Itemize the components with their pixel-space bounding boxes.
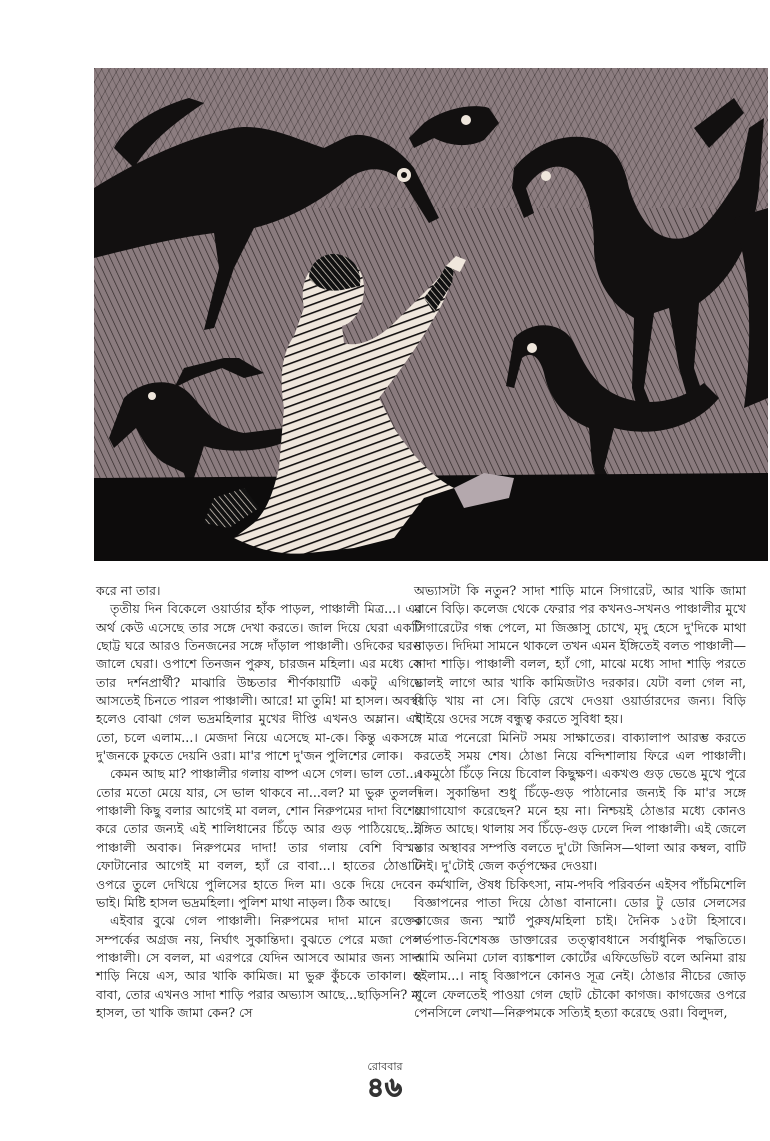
page-number: ৪৬ xyxy=(367,1073,403,1103)
article-paragraph: মাত্র পনেরো মিনিট সময় সাক্ষাতের। বাক্যালাপ আরম্ভ করতে করতেই সময় শেষ। ঠোঙা নিয়ে বন্দিশালায় ফিরে এল পাঞ্চালী। একমুঠো চিঁড়ে নিয়ে চিবোল কিছুক্ষণ। একখণ্ড গুড় ভেঙে মুখে পুরে দিল। সুকান্তিদা শুধু চিঁড়ে-গুড় পাঠানোর জন্যই কি মা'র সঙ্গে যোগাযোগ করেছেন? মনে হয় না। নিশ্চয়ই ঠোঙার মধ্যে কোনও ইঙ্গিত আছে। থালায় সব চিঁড়ে-গুড় ঢেলে দিল পাঞ্চালী। এই জেলে তার অস্থাবর সম্পত্তি বলতে দু'টো জিনিস—থালা আর কম্বল, বাটি নেই। দু'টোই জেল কর্তৃপক্ষের দেওয়া। xyxy=(414,729,746,874)
magazine-name: রোববার xyxy=(367,1060,403,1073)
article-paragraph: কেমন আছ মা? পাঞ্চালীর গলায় বাষ্প এসে গেল। ভাল তো...। তোর মতো মেয়ে যার, সে ভাল থাকবে না...বল? মা ভুরু তুলল। পাঞ্চালী কিছু বলার আগেই মা বলল, শোন নিরুপমের দাদা বিশেষ করে তোর জন্যই এই শালিধানের চিঁড়ে আর গুড় পাঠিয়েছে...। পাঞ্চালী অবাক। নিরুপমের দাদা! তার গলায় বেশি বিস্ময় ফোটানোর আগেই মা বলল, হ্যাঁ রে বাবা...। হাতের ঠোঙাটি ওপরে তুলে দেখিয়ে পুলিসের হাতে দিল মা। ওকে দিয়ে দেবেন ভাই। মিষ্টি হাসল ভদ্রমহিলা। পুলিশ মাথা নাড়ল। ঠিক আছে। xyxy=(96,766,422,910)
article-column-right xyxy=(414,582,746,1022)
article-paragraph: অভ্যাসটা কি নতুন? সাদা শাড়ি মানে সিগারেট, আর খাকি জামা মানে বিড়ি। কলেজ থেকে ফেরার পর কখনও-সখনও পাঞ্চালীর মুখে সিগারেটের গন্ধ পেলে, মা জিজ্ঞাসু চোখে, মৃদু হেসে দু'দিকে মাথা নাড়ত। দিদিমা সামনে থাকলে তখন এমন ইঙ্গিতেই বলত পাঞ্চালী—সাদা শাড়ি। পাঞ্চালী বলল, হ্যাঁ গো, মাঝে মধ্যে সাদা শাড়ি পরতে ভালই লাগে আর খাকি কামিজটাও দরকার। যেটা বলা গেল না, বিড়ি খায় না সে। বিড়ি রেখে দেওয়া ওয়ার্ডারদের জন্য। বিড়ি খাইয়ে ওদের সঙ্গে বন্ধুত্ব করতে সুবিধা হয়। xyxy=(414,583,746,727)
article-column-left xyxy=(96,582,422,1022)
article-paragraph: এইবার বুঝে গেল পাঞ্চালী। নিরুপমের দাদা মানে রক্তের সম্পর্কের অগ্রজ নয়, নির্ঘাৎ সুকান্তিদা। বুঝতে পেরে মজা পেল পাঞ্চালী। সে বলল, মা এরপরে যেদিন আসবে আমার জন্য সাদা শাড়ি নিয়ে এস, আর খাকি কামিজ। মা ভুরু কুঁচকে তাকাল। ও বাবা, তোর এখনও সাদা শাড়ি পরার অভ্যাস আছে...ছাড়িসনি? মা হাসল, তা খাকি জামা কেন? সে xyxy=(96,913,422,1020)
article-paragraph: কর্মখালি, ঔষধ চিকিৎসা, নাম-পদবি পরিবর্তন এইসব পাঁচমিশেলি বিজ্ঞাপনের পাতা দিয়ে ঠোঙা বানানো। ডোর টু ডোর সেলসের কাজের জন্য স্মার্ট পুরুষ/মহিলা চাই। দৈনিক ১৫টা হিসাবে। গর্ভপাত-বিশেষজ্ঞ ডাক্তারের তত্ত্বাবধানে সর্বাধুনিক পদ্ধতিতে। আমি অনিমা ঢোল ব্যাঙ্কশাল কোর্টের এফিডেভিট বলে অনিমা রায় হইলাম...। নাহ্ বিজ্ঞাপনে কোনও সূত্র নেই। ঠোঙার নীচের জোড় খুলে ফেলতেই পাওয়া গেল ছোট চৌকো কাগজ। কাগজের ওপরে পেনসিলে লেখা—নিরুপমকে সত্যিই হত্যা করেছে ওরা। বিলুদল, xyxy=(414,876,746,1020)
article-paragraph: করে না তার। xyxy=(96,583,161,598)
page-footer xyxy=(0,1060,770,1102)
article-paragraph: তৃতীয় দিন বিকেলে ওয়ার্ডার হাঁক পাড়ল, পাঞ্চালী মিত্র...। এর অর্থ কেউ এসেছে তার সঙ্গে দেখা করতে। জাল দিয়ে ঘেরা একটি ছোট্ট ঘরে আরও তিনজনের সঙ্গে দাঁড়াল পাঞ্চালী। ওদিকের ঘরও জালে ঘেরা। ওপাশে তিনজন পুরুষ, চারজন মহিলা। এর মধ্যে কে তার দর্শনপ্রার্থী? মাঝারি উচ্চতার শীর্ণকায়াটি একটু এগিয়ে আসতেই চিনতে পারল পাঞ্চালী। আরে! মা তুমি! মা হাসল। অবস্থা হলেও বোঝা গেল ভদ্রমহিলার মুখের দীপ্তি এখনও অম্লান। এই তো, চলে এলাম...। মেজদা নিয়ে এসেছে মা-কে। কিন্তু একসঙ্গে দু'জনকে ঢুকতে দেয়নি ওরা। মা'র পাশে দু'জন পুলিশের লোক। xyxy=(96,601,422,764)
woodcut-illustration xyxy=(94,68,768,561)
